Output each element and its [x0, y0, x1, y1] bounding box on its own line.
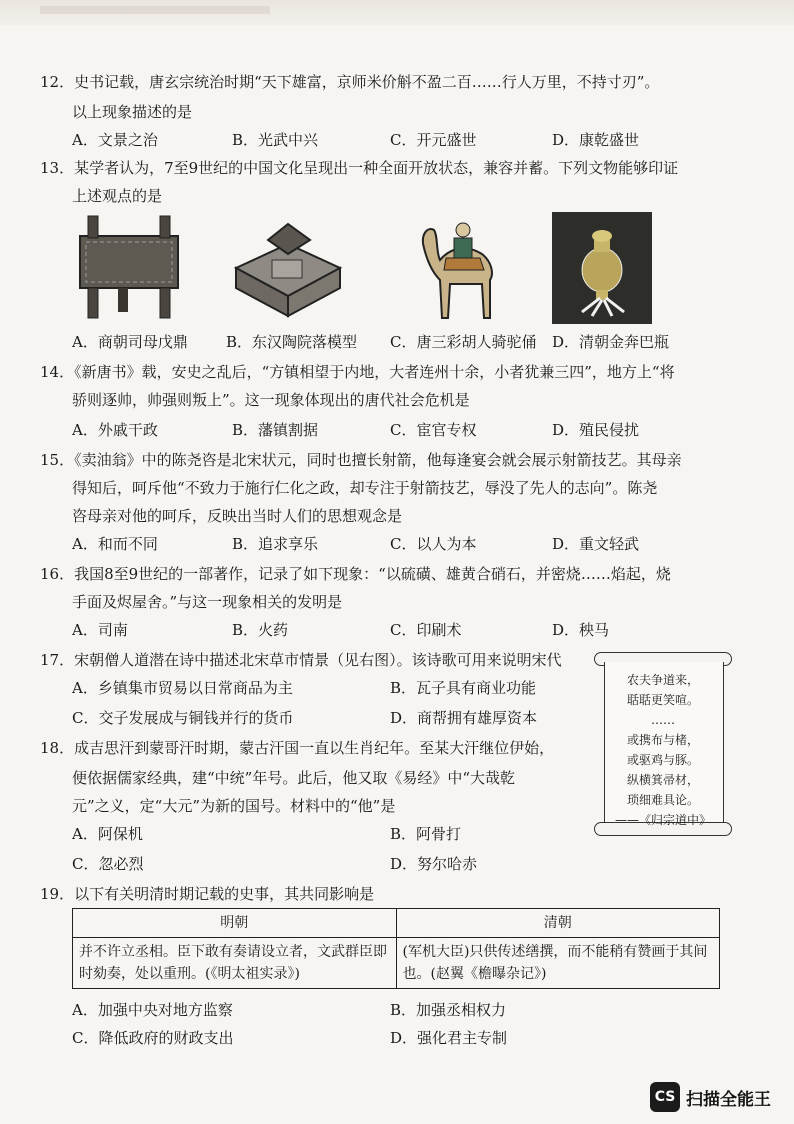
q12-option-a[interactable]: A．文景之治 [72, 131, 158, 149]
q14-option-c[interactable]: C．宦官专权 [390, 421, 477, 439]
q17-option-c[interactable]: C．交子发展成与铜钱并行的货币 [72, 709, 294, 727]
q19-stem-line1: 19．以下有关明清时期记载的史事，其共同影响是 [40, 885, 375, 903]
q14-stem-line2: 骄则逐帅，帅强则叛上”。这一现象体现出的唐代社会危机是 [72, 391, 470, 409]
q18-stem-line3: 元”之义，定“大元”为新的国号。材料中的“他”是 [72, 797, 396, 815]
q12-option-d[interactable]: D．康乾盛世 [552, 131, 640, 149]
q13-option-b[interactable]: B．东汉陶院落模型 [226, 333, 358, 351]
poem-line-7: 琐细难具论。 [626, 793, 699, 807]
q12-options [72, 130, 732, 150]
q16-option-c[interactable]: C．印刷术 [390, 621, 462, 639]
q17-option-b[interactable]: B．瓦子具有商业功能 [390, 679, 537, 697]
q12-stem-line1: 12．史书记载，唐玄宗统治时期“天下雄富，京师米价斛不盈二百……行人万里，不持寸刃”。 [40, 73, 660, 91]
camel-rider-icon [410, 214, 506, 322]
q19-option-a[interactable]: A．加强中央对地方监察 [72, 1001, 233, 1019]
q13-option-c[interactable]: C．唐三彩胡人骑驼俑 [390, 333, 537, 351]
q15-option-b[interactable]: B．追求享乐 [232, 535, 319, 553]
poem-line-5: 或驱鸡与豚。 [626, 753, 699, 767]
q18-option-d[interactable]: D．努尔哈赤 [390, 855, 478, 873]
q18-options [72, 824, 592, 874]
poem-line-3: …… [651, 713, 675, 727]
q18-option-a[interactable]: A．阿保机 [72, 825, 143, 843]
q15-option-a[interactable]: A．和而不同 [72, 535, 158, 553]
q15-option-d[interactable]: D．重文轻武 [552, 535, 640, 553]
poem-line-4: 或携布与楮， [626, 733, 699, 747]
q18-option-b[interactable]: B．阿骨打 [390, 825, 462, 843]
poem-line-1: 农夫争道来， [626, 673, 699, 687]
q16-stem-line2: 手面及烬屋舍。”与这一现象相关的发明是 [72, 593, 343, 611]
page-top-edge [0, 0, 794, 26]
q14-options [72, 420, 692, 440]
table-cell-qing: (军机大臣)只供传述缮撰，而不能稍有赞画于其间也。(赵翼《檐曝杂记》) [396, 938, 720, 989]
q19-option-c[interactable]: C．降低政府的财政支出 [72, 1029, 234, 1047]
table-header-qing: 清朝 [396, 909, 720, 938]
q17-stem-line1: 17．宋朝僧人道潜在诗中描述北宋草市情景（见右图）。该诗歌可用来说明宋代 [40, 651, 562, 669]
q15-stem-line3: 咨母亲对他的呵斥，反映出当时人们的思想观念是 [72, 507, 403, 525]
q16-options [72, 620, 692, 640]
q13-stem-line2: 上述观点的是 [72, 187, 163, 205]
q13-option-d[interactable]: D．清朝金奔巴瓶 [552, 333, 670, 351]
watermark-text: 扫描全能王 [686, 1090, 771, 1110]
q14-option-b[interactable]: B．藩镇割据 [232, 421, 319, 439]
q14-option-a[interactable]: A．外戚干政 [72, 421, 158, 439]
q16-option-a[interactable]: A．司南 [72, 621, 128, 639]
q15-stem-line1: 15．《卖油翁》中的陈尧咨是北宋状元，同时也擅长射箭，他每逢宴会就会展示射箭技艺。其母亲 [40, 451, 682, 469]
q17-option-a[interactable]: A．乡镇集市贸易以日常商品为主 [72, 679, 293, 697]
q12-option-c[interactable]: C．开元盛世 [390, 131, 477, 149]
q15-options [72, 534, 692, 554]
q13-options [72, 332, 692, 352]
q19-table [72, 908, 720, 989]
poem-source: ——《归宗道中》 [614, 813, 711, 827]
q12-option-b[interactable]: B．光武中兴 [232, 131, 319, 149]
golden-vase-icon [552, 212, 652, 324]
q16-stem-line1: 16．我国8至9世纪的一部著作，记录了如下现象：“以硫磺、雄黄合硝石，并密烧……焰起，烧 [40, 565, 671, 583]
q17-option-d[interactable]: D．商帮拥有雄厚资本 [390, 709, 538, 727]
courtyard-model-icon [228, 216, 346, 320]
q13-stem-line1: 13．某学者认为，7至9世纪的中国文化呈现出一种全面开放状态，兼容并蓄。下列文物能够印证 [40, 159, 679, 177]
poem-line-6: 纵横箕帚材， [626, 773, 699, 787]
q18-stem-line2: 便依据儒家经典，建“中统”年号。此后，他又取《易经》中“大哉乾 [72, 769, 516, 787]
scroll-icon [590, 650, 740, 840]
q19-option-d[interactable]: D．强化君主专制 [390, 1029, 508, 1047]
q13-option-a[interactable]: A．商朝司母戊鼎 [72, 333, 188, 351]
cs-logo-icon: CS [650, 1082, 680, 1112]
q16-option-b[interactable]: B．火药 [232, 621, 289, 639]
table-header-ming: 明朝 [73, 909, 397, 938]
q14-stem-line1: 14．《新唐书》载，安史之乱后，“方镇相望于内地，大者连州十余，小者犹兼三四”，地方上“将 [40, 363, 675, 381]
q15-option-c[interactable]: C．以人为本 [390, 535, 477, 553]
q18-option-c[interactable]: C．忽必烈 [72, 855, 144, 873]
q19-options [72, 1000, 592, 1050]
q15-stem-line2: 得知后，呵斥他“不致力于施行仁化之政，却专注于射箭技艺，辱没了先人的志向”。陈尧 [72, 479, 658, 497]
bronze-ding-icon [74, 214, 184, 322]
q17-options [72, 678, 592, 728]
q16-option-d[interactable]: D．秧马 [552, 621, 610, 639]
q12-stem-line2: 以上现象描述的是 [72, 103, 193, 121]
poem-line-2: 聒聒更笑喧。 [626, 693, 699, 707]
q18-stem-line1: 18．成吉思汗到蒙哥汗时期，蒙古汗国一直以生肖纪年。至某大汗继位伊始， [40, 739, 555, 757]
q19-option-b[interactable]: B．加强丞相权力 [390, 1001, 507, 1019]
q14-option-d[interactable]: D．殖民侵扰 [552, 421, 640, 439]
table-cell-ming: 并不许立丞相。臣下敢有奏请设立者，文武群臣即时劾奏，处以重刑。(《明太祖实录》) [73, 938, 397, 989]
smudge [40, 6, 270, 14]
